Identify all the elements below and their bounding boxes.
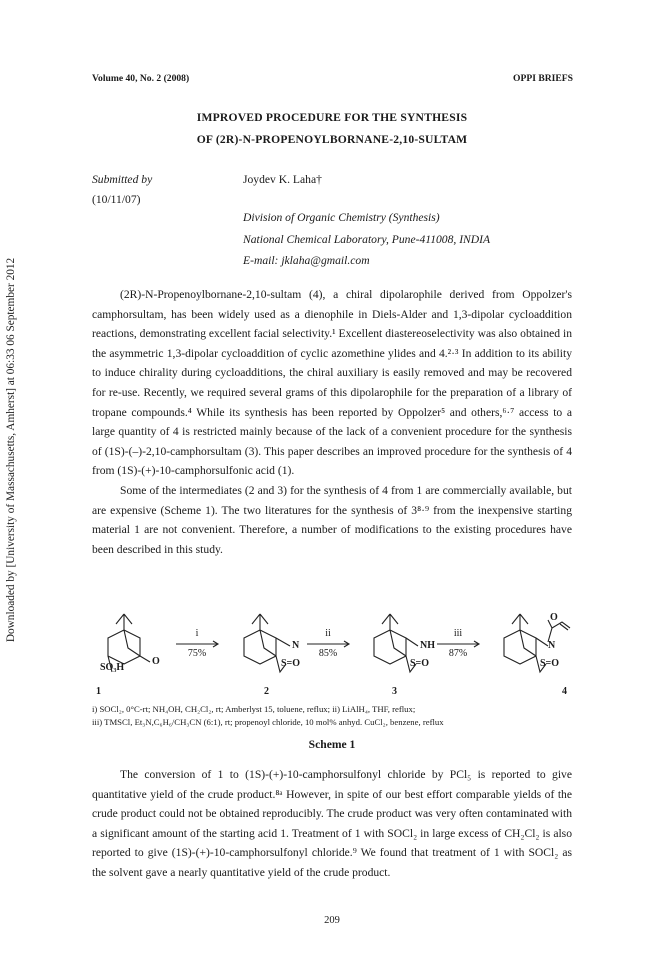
affiliation-division: Division of Organic Chemistry (Synthesis) [243,211,440,224]
affiliation-lab: National Chemical Laboratory, Pune-411008, INDIA [243,233,491,246]
download-watermark-text: Downloaded by [University of Massachusetts, Amherst] at 06:33 06 September 2012 [5,257,17,643]
arrow-yield-i: 75% [187,648,207,659]
arrow-step-i [176,641,218,647]
group-nh: NH [420,640,435,651]
paragraph-2: Some of the intermediates (2 and 3) for the synthesis of 4 from 1 are commercially available, but are expensive (Scheme 1). The two literatures for the synthesis of 3⁸·⁹ from the inexpensive starting material 1 are not convenient. Therefore, a number of modifications to the existing procedures have been described in this study. [92,483,572,556]
arrow-yield-ii: 85% [318,648,338,659]
group-sulfonyl-2: S=O [281,658,301,669]
arrow-label-iii: iii [453,628,463,639]
compound-label-4: 4 [562,686,567,697]
paragraph-3: The conversion of 1 to (1S)-(+)-10-camphorsulfonyl chloride by PCl₅ is reported to give quantitative yield of the crude product.⁸ᵃ However, in spite of our best effort comparable yields of the crude product could not be obtained reproducibly. The crude product was very often contaminated with a significant amount of the starting acid 1. Treatment of 1 with SOCl₂ in large excess of CH₂Cl₂ is also reported to give (1S)-(+)-10-camphorsulfonyl chloride.⁹ We found that treatment of 1 with SOCl₂ as the solvent gave a nearly quantitative yield of the crude product. [92,768,572,879]
scheme-conditions-2: iii) TMSCl, Et₃N,C₆H₆/CH₃CN (6:1), rt; propenoyl chloride, 10 mol% anhyd. CuCl₂, benzene, reflux [92,717,444,727]
scheme-1-figure [92,602,572,702]
journal-section: OPPI BRIEFS [513,73,573,84]
structure-compound-4 [504,614,570,672]
compound-label-3: 3 [392,686,397,697]
paragraph-1: (2R)-N-Propenoylbornane-2,10-sultam (4), a chiral dipolarophile derived from Oppolzer's camphorsultam, has been widely used as a dienophile in Diels-Alder and 1,3-dipolar cycloaddition reactions, demonstrating excellent facial selectivity.¹ Excellent diastereoselectivity was also obtained in the asymmetric 1,3-dipolar cycloaddition of cyclic azomethine ylides and 4.²·³ In addition to its ability to induce chirality during cycloadditions, the chiral auxiliary is easily removed and may be recovered for re-use. Recently, we required several grams of this dipolarophile for the preparation of a library of tropane compounds.⁴ While its synthesis has been reported by Oppolzer⁵ and others,⁶·⁷ access to a large quantity of 4 is restricted mainly because of the lack of a convenient procedure for the synthesis of (1S)-(–)-2,10-camphorsultam (3). This paper describes an improved procedure for the synthesis of 4 from (1S)-(+)-10-camphorsulfonic acid (1). [92,288,572,478]
arrow-yield-iii: 87% [448,648,468,659]
group-imine-n: N [292,640,300,651]
journal-volume: Volume 40, No. 2 (2008) [92,73,190,84]
submission-date: (10/11/07) [92,193,141,206]
group-acyl-o: O [550,612,558,623]
scheme-conditions-1: i) SOCl₂, 0°C-rt; NH₄OH, CH₂Cl₂, rt; Amberlyst 15, toluene, reflux; ii) LiAlH₄, THF, reflux; [92,704,416,714]
page-number: 209 [324,915,340,926]
author: Joydev K. Laha† [243,173,322,186]
author-email: E-mail: jklaha@gmail.com [243,254,370,267]
compound-label-2: 2 [264,686,269,697]
submitted-label: Submitted by [92,173,153,186]
scheme-caption: Scheme 1 [308,738,356,751]
title-line-1: IMPROVED PROCEDURE FOR THE SYNTHESIS [196,111,468,124]
group-carbonyl-o: O [152,656,160,667]
title-line-2: OF (2R)-N-PROPENOYLBORNANE-2,10-SULTAM [196,133,468,146]
intro-text [92,285,572,559]
group-amide-n: N [548,640,556,651]
arrow-step-iii [437,641,479,647]
group-sulfonyl-4: S=O [540,658,560,669]
compound-label-1: 1 [96,686,101,697]
arrow-label-i: i [195,628,199,639]
body-text [92,765,572,883]
download-watermark [2,230,20,670]
arrow-label-ii: ii [325,628,331,639]
group-sulfonyl-3: S=O [410,658,430,669]
group-so3h: SO₃H [100,662,125,673]
arrow-step-ii [307,641,349,647]
